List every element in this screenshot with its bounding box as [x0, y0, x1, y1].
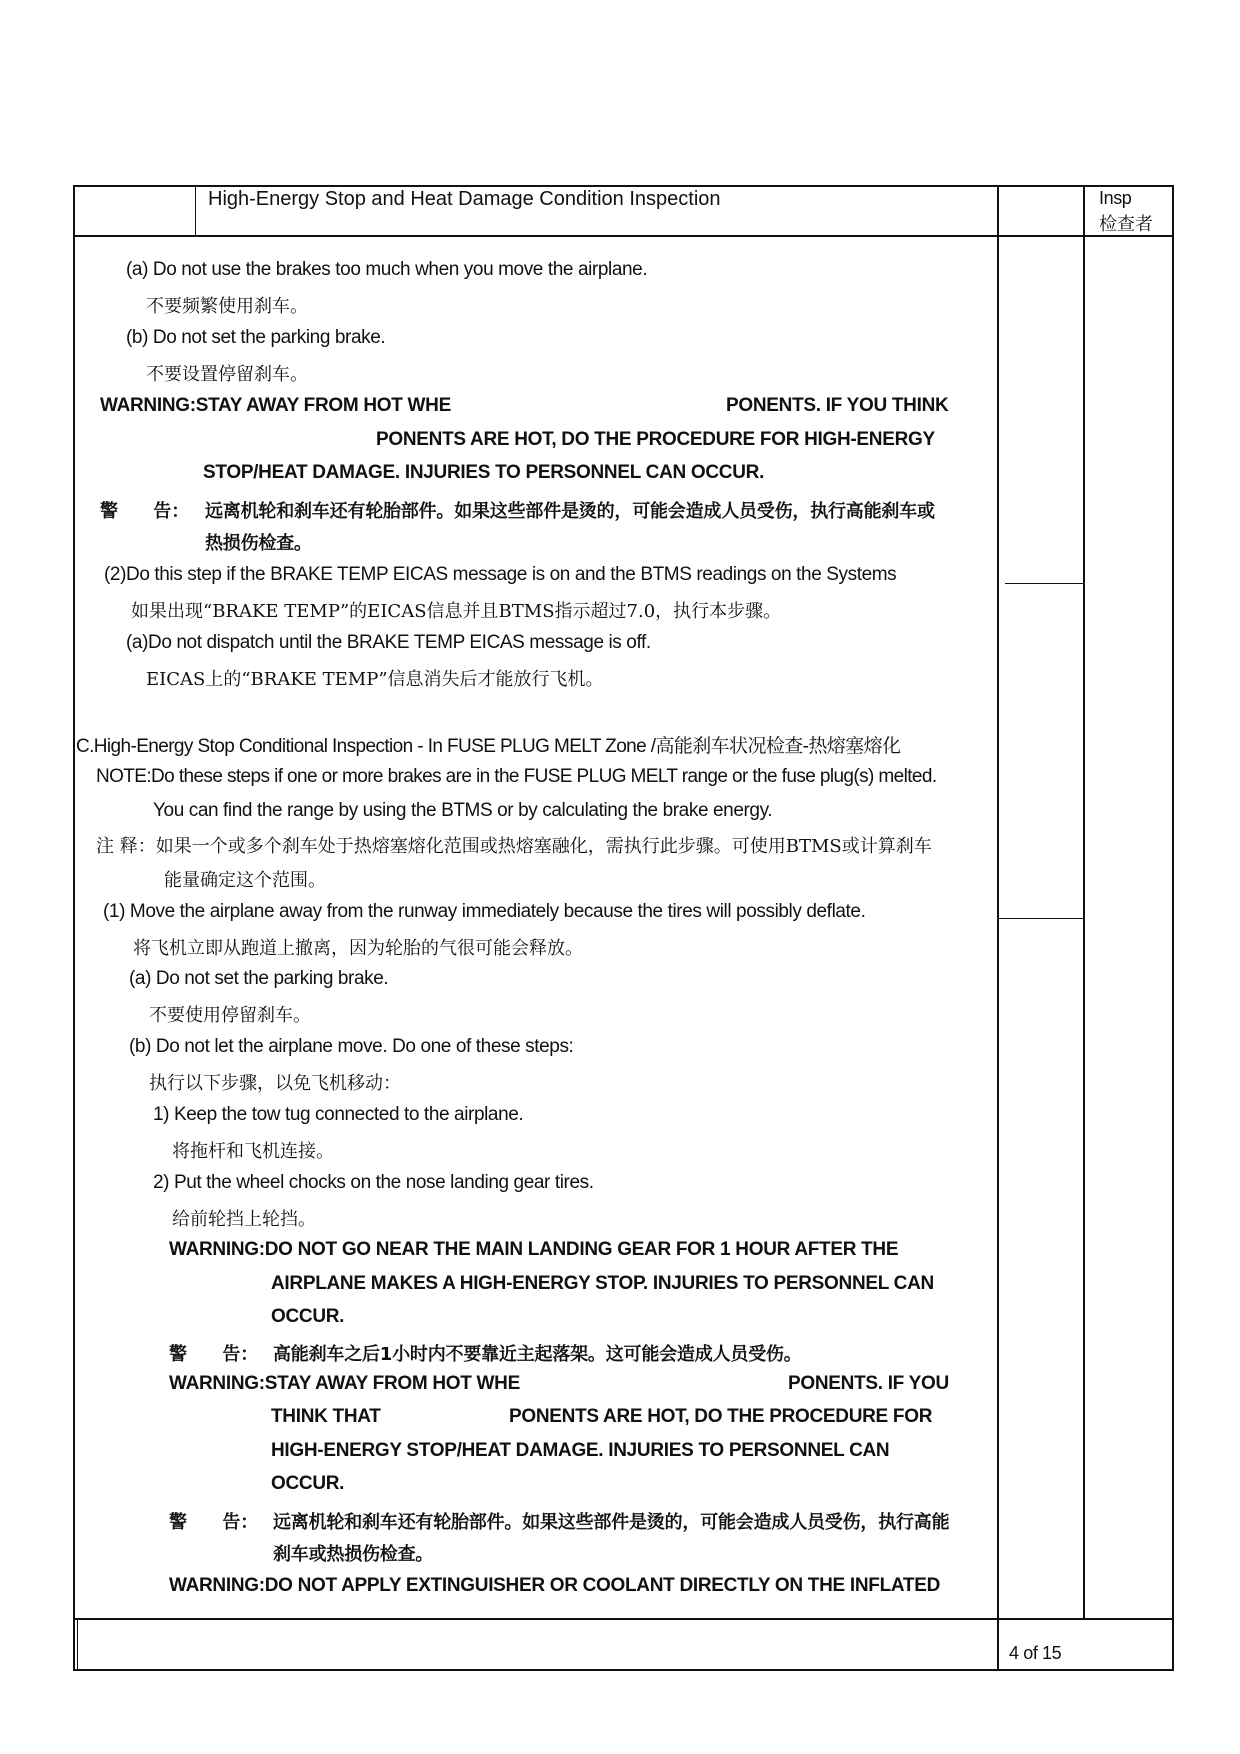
warning-1-line2: PONENTS ARE HOT, DO THE PROCEDURE FOR HIGH-ENERGY — [376, 429, 935, 450]
warning-4-line1: WARNING:DO NOT APPLY EXTINGUISHER OR COOLANT DIRECTLY ON THE INFLATED — [169, 1575, 941, 1596]
warning-2-line3: OCCUR. — [271, 1306, 345, 1327]
note-line1: NOTE:Do these steps if one or more brakes are in the FUSE PLUG MELT range or the fuse plug(s) melted. — [96, 766, 937, 787]
step-a2: (a)Do not dispatch until the BRAKE TEMP EICAS message is off. — [126, 632, 651, 653]
note-cn-line2: 能量确定这个范围。 — [164, 870, 326, 891]
warning-3-line1b: PONENTS. IF YOU — [788, 1373, 949, 1394]
step-a3-cn: 不要使用停留刹车。 — [149, 1005, 311, 1026]
caution-3-line2: 刹车或热损伤检查。 — [273, 1544, 434, 1565]
caution-1-label: 警 告： — [100, 501, 189, 522]
step-1-cn: 将飞机立即从跑道上撤离，因为轮胎的气很可能会释放。 — [133, 938, 583, 959]
warning-1-line1b: PONENTS. IF YOU THINK — [726, 395, 949, 416]
item-1: 1) Keep the tow tug connected to the airplane. — [153, 1104, 524, 1125]
warning-2-line2: AIRPLANE MAKES A HIGH-ENERGY STOP. INJURIES TO PERSONNEL CAN — [271, 1273, 934, 1294]
page-number: 4 of 15 — [1009, 1643, 1062, 1663]
caution-3-line1: 远离机轮和刹车还有轮胎部件。如果这些部件是烫的，可能会造成人员受伤，执行高能 — [273, 1512, 950, 1533]
caution-3-label: 警 告： — [169, 1512, 258, 1533]
note-cn-line1: 注 释：如果一个或多个刹车处于热熔塞熔化范围或热熔塞融化，需执行此步骤。可使用BTMS或计算刹车 — [96, 836, 932, 857]
caution-2-label: 警 告： — [169, 1344, 258, 1365]
warning-3-line2a: THINK THAT — [271, 1406, 381, 1427]
page-title: High-Energy Stop and Heat Damage Condition Inspection — [208, 188, 721, 210]
warning-3-line4: OCCUR. — [271, 1473, 345, 1494]
step-b1: (b) Do not set the parking brake. — [126, 327, 386, 348]
item-1-cn: 将拖杆和飞机连接。 — [172, 1141, 334, 1162]
step-a1: (a) Do not use the brakes too much when you move the airplane. — [126, 259, 648, 280]
step-2-cn: 如果出现“BRAKE TEMP”的EICAS信息并且BTMS指示超过7.0，执行本步骤。 — [131, 601, 782, 622]
step-2: (2)Do this step if the BRAKE TEMP EICAS message is on and the BTMS readings on the Systems — [104, 564, 897, 585]
note-line2: You can find the range by using the BTMS or by calculating the brake energy. — [153, 800, 773, 821]
step-b3: (b) Do not let the airplane move. Do one of these steps: — [129, 1036, 574, 1057]
step-b1-cn: 不要设置停留刹车。 — [146, 364, 308, 385]
step-a2-cn: EICAS上的“BRAKE TEMP”信息消失后才能放行飞机。 — [146, 669, 604, 690]
caution-1-line2: 热损伤检查。 — [205, 533, 312, 554]
step-1: (1) Move the airplane away from the runway immediately because the tires will possibly deflate. — [103, 901, 866, 922]
insp-label-cn: 检查者 — [1099, 214, 1153, 235]
warning-3-line2b: PONENTS ARE HOT, DO THE PROCEDURE FOR — [509, 1406, 933, 1427]
step-a3: (a) Do not set the parking brake. — [129, 968, 389, 989]
item-2: 2) Put the wheel chocks on the nose landing gear tires. — [153, 1172, 594, 1193]
warning-1-line1a: WARNING:STAY AWAY FROM HOT WHE — [100, 395, 451, 416]
insp-label: Insp — [1099, 188, 1132, 208]
warning-3-line1a: WARNING:STAY AWAY FROM HOT WHE — [169, 1373, 520, 1394]
warning-1-line3: STOP/HEAT DAMAGE. INJURIES TO PERSONNEL CAN OCCUR. — [203, 462, 765, 483]
caution-2-text: 高能刹车之后1小时内不要靠近主起落架。这可能会造成人员受伤。 — [273, 1344, 802, 1365]
section-c-heading: C.High-Energy Stop Conditional Inspection - In FUSE PLUG MELT Zone /高能刹车状况检查-热熔塞熔化 — [76, 736, 901, 757]
warning-2-line1: WARNING:DO NOT GO NEAR THE MAIN LANDING GEAR FOR 1 HOUR AFTER THE — [169, 1239, 899, 1260]
step-b3-cn: 执行以下步骤，以免飞机移动： — [149, 1073, 401, 1094]
warning-3-line3: HIGH-ENERGY STOP/HEAT DAMAGE. INJURIES TO PERSONNEL CAN — [271, 1440, 890, 1461]
item-2-cn: 给前轮挡上轮挡。 — [172, 1209, 316, 1230]
caution-1-line1: 远离机轮和刹车还有轮胎部件。如果这些部件是烫的，可能会造成人员受伤，执行高能刹车或 — [205, 501, 935, 522]
step-a1-cn: 不要频繁使用刹车。 — [146, 296, 308, 317]
